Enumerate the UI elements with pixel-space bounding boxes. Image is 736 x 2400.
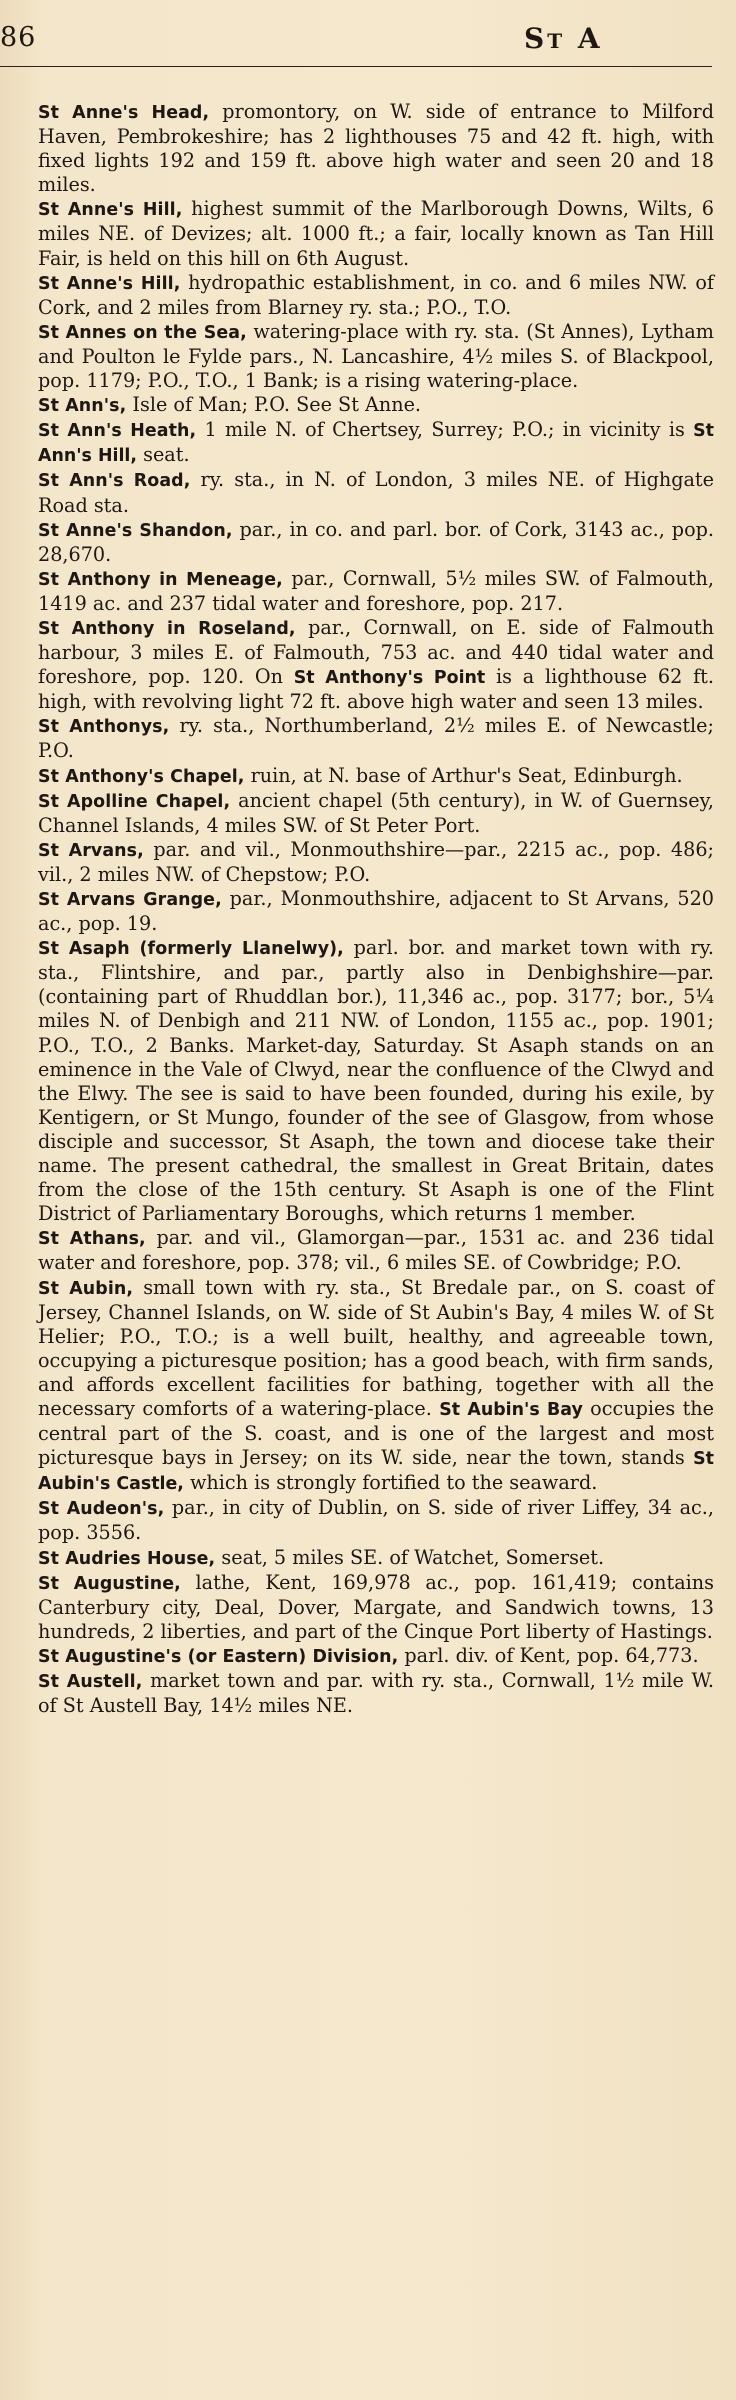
- header-rule: [0, 66, 712, 67]
- headword: St Anthony's Chapel,: [38, 766, 245, 787]
- entry-text: par., in co. and parl. bor. of Cork, 3143 ac., pop. 28,670.: [38, 517, 714, 566]
- entry-st-aubin: [38, 1276, 714, 1497]
- entry-text: market town and par. with ry. sta., Cornwall, 1½ mile W. of St Austell Bay, 14½ miles NE.: [38, 1669, 714, 1718]
- entry-st-anthonys-chapel: [38, 764, 714, 789]
- entry-st-austell: [38, 1669, 714, 1718]
- entry-text: ancient chapel (5th century), in W. of Guernsey, Channel Islands, 4 miles SW. of St Peter Port.: [38, 788, 714, 837]
- sub-headword: St Ann's Hill,: [38, 421, 714, 467]
- entry-text: ry. sta., in N. of London, 3 miles NE. of Highgate Road sta.: [38, 468, 714, 517]
- headword: St Audries House,: [38, 1548, 216, 1569]
- entry-st-annes-head: [38, 100, 714, 197]
- sub-headword: St Anthony's Point: [293, 668, 486, 689]
- entry-st-annes-on-the-sea: [38, 320, 714, 393]
- headword: St Augustine's (or Eastern) Division,: [38, 1646, 399, 1667]
- entry-text: parl. div. of Kent, pop. 64,773.: [398, 1643, 699, 1667]
- entry-text: hydropathic establishment, in co. and 6 miles NW. of Cork, and 2 miles from Blarney ry. sta.; P.O., T.O.: [38, 270, 714, 319]
- entry-st-augustine: [38, 1571, 714, 1644]
- entry-text: occupies the central part of the S. coast, and is one of the largest and most picturesque bays in Jersey; on its W. side, near the town, stands: [38, 1396, 715, 1470]
- entry-text: 1 mile N. of Chertsey, Surrey; P.O.; in vicinity is: [196, 418, 694, 442]
- headword: St Ann's,: [38, 396, 127, 417]
- entry-text: par., Monmouthshire, adjacent to St Arvans, 520 ac., pop. 19.: [38, 887, 714, 936]
- entry-text: ruin, at N. base of Arthur's Seat, Edinburgh.: [244, 763, 683, 787]
- headword: St Arvans Grange,: [38, 890, 222, 910]
- entry-st-anthonys: [38, 714, 714, 763]
- headword: St Anthonys,: [38, 717, 170, 738]
- headword: St Anne's Hill,: [38, 200, 183, 221]
- entry-text: is a lighthouse 62 ft. high, with revolving light 72 ft. above high water and seen 13 miles.: [38, 665, 714, 714]
- entry-st-annes-shandon: [38, 518, 714, 567]
- entry-text: promontory, on W. side of entrance to Milford Haven, Pembrokeshire; has 2 lighthouses 75 and 42 ft. high, with fixed lights 192 and 159 ft. above high water and seen 20 and 18 miles.: [38, 100, 714, 197]
- headword: St Annes on the Sea,: [38, 322, 247, 343]
- page-number: 86: [0, 22, 37, 53]
- headword: St Asaph (formerly Llanelwy),: [38, 939, 344, 960]
- entry-st-apolline-chapel: [38, 789, 714, 838]
- running-head: St A: [524, 22, 603, 55]
- entry-st-annes-hill-wilts: [38, 197, 714, 270]
- entry-st-audeons: [38, 1496, 714, 1545]
- headword: St Audeon's,: [38, 1499, 165, 1520]
- headword: St Anthony in Roseland,: [38, 618, 296, 639]
- entry-st-audries-house: [38, 1546, 714, 1571]
- entry-text: par. and vil., Monmouthshire—par., 2215 ac., pop. 486; vil., 2 miles NW. of Chepstow; P.O.: [38, 837, 715, 886]
- entry-st-athans: [38, 1226, 714, 1275]
- entry-text: Isle of Man; P.O. See St Anne.: [126, 393, 422, 417]
- entry-text: which is strongly fortified to the seaward.: [183, 1471, 598, 1495]
- entry-st-arvans-grange: [38, 887, 714, 936]
- headword: St Apolline Chapel,: [38, 791, 231, 812]
- entry-st-asaph: [38, 936, 714, 1226]
- gazetteer-entries: [38, 100, 714, 1718]
- entry-text: parl. bor. and market town with ry. sta., Flintshire, and par., partly also in Denbighshire—par. (containing part of Rhuddlan bor.), 11,346 ac., pop. 3177; bor., 5¼ miles N. of Denbigh and 211 NW. of London, 1155 ac., pop. 1901; P.O., T.O., 2 Banks. Market-day, Saturday. St Asaph stands on an eminence in the Vale of Clwyd, near the confluence of the Clwyd and the Elwy. The see is said to have been founded, during his exile, by Kentigern, or St Mungo, founder of the see of Glasgow, from whose disciple and successor, St Asaph, the town and diocese take their name. The present cathedral, the smallest in Great Britain, dates from the close of the 15th century. St Asaph is one of the Flint District of Parliamentary Boroughs, which returns 1 member.: [38, 936, 714, 1226]
- entry-text: seat, 5 miles SE. of Watchet, Somerset.: [215, 1545, 605, 1569]
- entry-text: small town with ry. sta., St Bredale par., on S. coast of Jersey, Channel Islands, on W. side of St Aubin's Bay, 4 miles W. of St Helier; P.O., T.O.; is a well built, healthy, and agreeable town, occupying a picturesque position; has a good beach, with firm sands, and affords excellent facilities for bathing, together with all the necessary comforts of a watering-place.: [38, 1275, 715, 1420]
- entry-st-arvans: [38, 838, 714, 887]
- headword: St Arvans,: [38, 840, 144, 861]
- entry-text: par., Cornwall, 5½ miles SW. of Falmouth, 1419 ac. and 237 tidal water and foreshore, pop. 217.: [38, 566, 714, 615]
- headword: St Ann's Heath,: [38, 421, 197, 442]
- entry-st-anns: [38, 393, 714, 418]
- entry-st-anthony-in-roseland: [38, 616, 714, 714]
- headword: St Athans,: [38, 1229, 146, 1250]
- entry-text: seat.: [137, 443, 190, 467]
- sub-headword: St Aubin's Bay: [439, 1399, 583, 1420]
- page-header: [0, 0, 736, 64]
- entry-text: par., Cornwall, on E. side of Falmouth harbour, 3 miles E. of Falmouth, 753 ac. and 440 tidal water and foreshore, pop. 120. On: [38, 615, 714, 689]
- sub-headword: St Aubin's Castle,: [38, 1449, 714, 1495]
- entry-st-augustines-division: [38, 1644, 714, 1669]
- entry-text: par. and vil., Glamorgan—par., 1531 ac. and 236 tidal water and foreshore, pop. 378; vil., 6 miles SE. of Cowbridge; P.O.: [38, 1226, 714, 1275]
- entry-text: watering-place with ry. sta. (St Annes), Lytham and Poulton le Fylde pars., N. Lancashire, 4½ miles S. of Blackpool, pop. 1179; P.O., T.O., 1 Bank; is a rising watering-place.: [38, 319, 714, 393]
- entry-st-annes-hill-cork: [38, 271, 714, 320]
- headword: St Ann's Road,: [38, 471, 191, 492]
- entry-st-anns-road: [38, 468, 714, 517]
- headword: St Anne's Hill,: [38, 273, 181, 294]
- headword: St Anthony in Meneage,: [38, 569, 283, 590]
- entry-st-anthony-in-meneage: [38, 567, 714, 616]
- entry-text: highest summit of the Marlborough Downs, Wilts, 6 miles NE. of Devizes; alt. 1000 ft.; a fair, locally known as Tan Hill Fair, is held on this hill on 6th August.: [38, 197, 714, 270]
- entry-text: par., in city of Dublin, on S. side of river Liffey, 34 ac., pop. 3556.: [38, 1496, 714, 1545]
- entry-text: ry. sta., Northumberland, 2½ miles E. of Newcastle; P.O.: [38, 714, 714, 763]
- entry-text: lathe, Kent, 169,978 ac., pop. 161,419; contains Canterbury city, Deal, Dover, Margate, and Sandwich towns, 13 hundreds, 2 liberties, and part of the Cinque Port liberty of Hastings.: [38, 1570, 714, 1643]
- headword: St Aubin,: [38, 1278, 134, 1299]
- headword: St Austell,: [38, 1672, 143, 1692]
- headword: St Anne's Shandon,: [38, 520, 233, 541]
- entry-st-anns-heath: [38, 418, 714, 468]
- headword: St Anne's Head,: [38, 103, 210, 123]
- headword: St Augustine,: [38, 1573, 181, 1594]
